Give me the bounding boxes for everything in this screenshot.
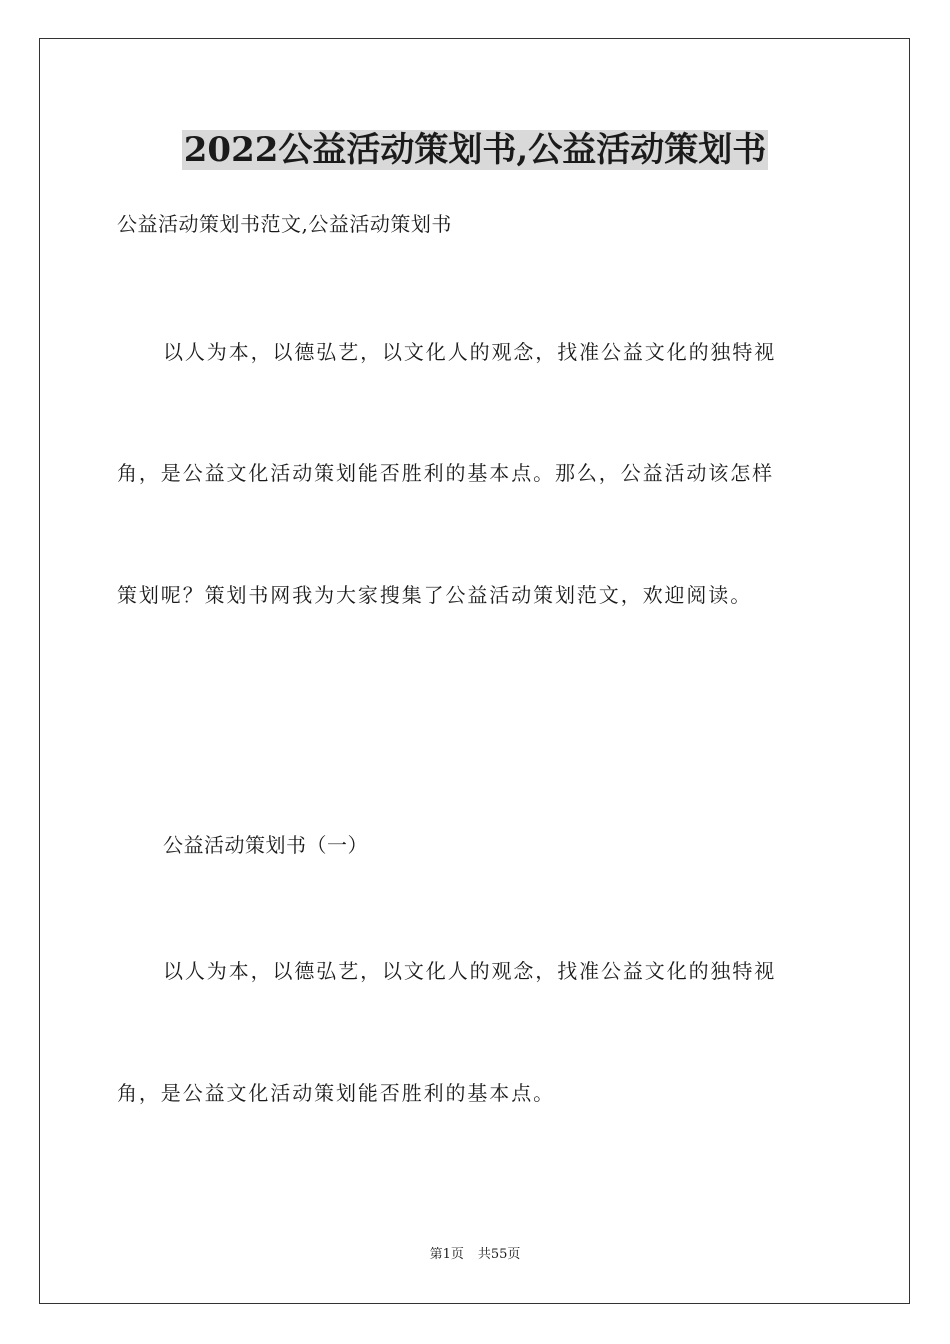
page-total: 共55页	[477, 1247, 521, 1262]
document-title	[0, 128, 950, 172]
paragraph-line-4: 以人为本，以德弘艺，以文化人的观念，找准公益文化的独特视	[163, 959, 777, 983]
paragraph-line-5: 角，是公益文化活动策划能否胜利的基本点。	[117, 1081, 555, 1105]
document-title-text: 2022公益活动策划书,公益活动策划书	[183, 130, 767, 170]
paragraph-line-2: 角，是公益文化活动策划能否胜利的基本点。那么，公益活动该怎样	[117, 461, 774, 485]
document-subtitle: 公益活动策划书范文,公益活动策划书	[117, 212, 452, 236]
paragraph-line-3: 策划呢？策划书网我为大家搜集了公益活动策划范文，欢迎阅读。	[117, 583, 753, 607]
page-footer	[0, 1246, 950, 1264]
page-number: 第1页	[429, 1247, 464, 1262]
section-heading: 公益活动策划书（一）	[163, 833, 368, 857]
paragraph-line-1: 以人为本，以德弘艺，以文化人的观念，找准公益文化的独特视	[163, 340, 777, 364]
